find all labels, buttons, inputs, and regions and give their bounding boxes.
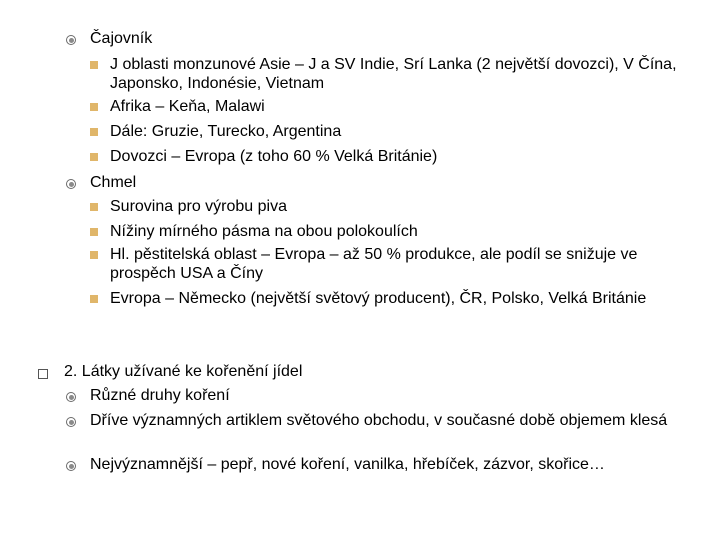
cajovnik-item-1: J oblasti monzunové Asie – J a SV Indie, Srí Lanka (2 největší dovozci), V Čína, Japonsko, Indonésie, Vietnam: [110, 56, 677, 92]
section2-item-2: Dříve významných artiklem světového obchodu, v současné době objemem klesá: [90, 412, 668, 429]
chmel-item-3: Hl. pěstitelská oblast – Evropa – až 50 % produkce, ale podíl se snižuje ve prospěch USA a Číny: [110, 246, 638, 282]
square-bullet-icon: [90, 128, 98, 136]
square-bullet-icon: [90, 251, 98, 259]
circle-target-icon: [66, 179, 76, 189]
cajovnik-item-2: Afrika – Keňa, Malawi: [110, 98, 265, 115]
chmel-item-4: Evropa – Německo (největší světový producent), ČR, Polsko, Velká Británie: [110, 290, 647, 307]
section2-item-3: Nejvýznamnější – pepř, nové koření, vanilka, hřebíček, zázvor, skořice…: [90, 456, 605, 473]
chmel-item-1: Surovina pro výrobu piva: [110, 198, 287, 215]
circle-target-icon: [66, 417, 76, 427]
cajovnik-item-3: Dále: Gruzie, Turecko, Argentina: [110, 123, 342, 140]
square-bullet-icon: [90, 203, 98, 211]
square-bullet-icon: [90, 295, 98, 303]
cajovnik-item-4: Dovozci – Evropa (z toho 60 % Velká Británie): [110, 148, 438, 165]
square-bullet-icon: [90, 153, 98, 161]
circle-target-icon: [66, 35, 76, 45]
square-bullet-icon: [90, 228, 98, 236]
square-bullet-icon: [90, 61, 98, 69]
heading-chmel: Chmel: [90, 174, 137, 191]
chmel-item-2: Nížiny mírného pásma na obou polokoulích: [110, 223, 418, 240]
section2-item-1: Různé druhy koření: [90, 387, 230, 404]
section2-title: 2. Látky užívané ke kořenění jídel: [64, 363, 303, 380]
heading-cajovnik: Čajovník: [90, 30, 153, 47]
circle-target-icon: [66, 461, 76, 471]
square-bullet-icon: [90, 103, 98, 111]
hollow-square-icon: [38, 369, 48, 379]
circle-target-icon: [66, 392, 76, 402]
